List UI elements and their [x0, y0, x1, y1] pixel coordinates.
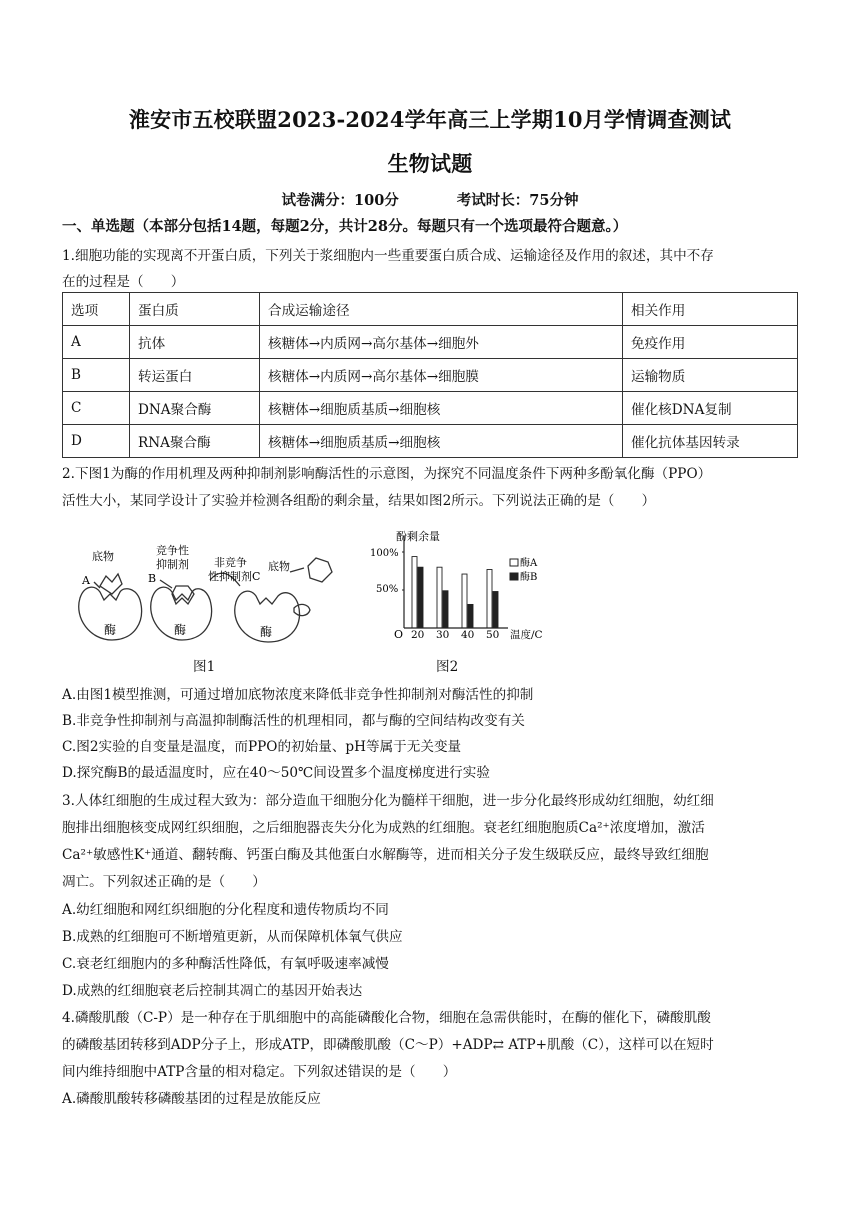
table-cell: 转运蛋白: [130, 359, 260, 392]
noncompetitive-label: 性抑制剂: [208, 570, 252, 583]
substrate-shape: [308, 558, 332, 582]
table-cell: 核糖体→细胞质基质→细胞核: [260, 425, 623, 458]
table-cell: D: [63, 425, 130, 458]
q1-stem-line1: 1.细胞功能的实现离不开蛋白质，下列关于浆细胞内一些重要蛋白质合成、运输途径及作用的叙述，其中不存: [62, 248, 714, 264]
q3-option-A: A.幼红细胞和网红织细胞的分化程度和遗传物质均不同: [62, 902, 389, 918]
substrate-label: 底物: [268, 560, 290, 573]
q3-stem-line3: Ca²⁺敏感性K⁺通道、翻转酶、钙蛋白酶及其他蛋白水解酶等，进而相关分子发生级联反应，最终导致红细胞: [62, 847, 709, 863]
table-header-cell: 相关作用: [623, 293, 798, 326]
q4-option-A: A.磷酸肌酸转移磷酸基团的过程是放能反应: [62, 1091, 321, 1107]
q2-stem-line2: 活性大小，某同学设计了实验并检测各组酚的剩余量，结果如图2所示。下列说法正确的是（ ）: [62, 493, 656, 509]
bar-酶B-50: [493, 592, 498, 628]
q4-stem-line2: 的磷酸基团转移到ADP分子上，形成ATP，即磷酸肌酸（C～P）+ADP⇄ ATP+肌酸（C），这样可以在短时: [62, 1037, 714, 1053]
q3-option-C: C.衰老红细胞内的多种酶活性降低，有氧呼吸速率减慢: [62, 956, 389, 972]
table-cell: RNA聚合酶: [130, 425, 260, 458]
q2-stem-line1: 2.下图1为酶的作用机理及两种抑制剂影响酶活性的示意图，为探究不同温度条件下两种多酚氧化酶（PPO）: [62, 466, 712, 482]
exam-meta: [0, 189, 860, 210]
bar-酶A-30: [437, 567, 442, 628]
table-cell: 催化核DNA复制: [623, 392, 798, 425]
label-B: B: [148, 572, 157, 585]
page-title: 淮安市五校联盟2023-2024学年高三上学期10月学情调查测试: [128, 107, 732, 132]
table-row: [63, 326, 798, 359]
bar-酶A-50: [487, 569, 492, 628]
q3-stem-line2: 胞排出细胞核变成网红织细胞，之后细胞器丧失分化为成熟的红细胞。衰老红细胞胞质Ca²⁺浓度增加，激活: [62, 820, 705, 836]
x-tick-label: 40: [461, 629, 475, 641]
table-cell: 核糖体→内质网→高尔基体→细胞膜: [260, 359, 623, 392]
noncompetitive-label: 非竞争: [214, 556, 247, 569]
table-cell: 核糖体→细胞质基质→细胞核: [260, 392, 623, 425]
full-score: 试卷满分：100分: [281, 192, 399, 209]
substrate-label: 底物: [92, 550, 114, 563]
enzyme-label: 酶: [104, 623, 117, 637]
legend-swatch: [510, 559, 518, 566]
table-row: [63, 425, 798, 458]
q2-option-A: A.由图1模型推测，可通过增加底物浓度来降低非竞争性抑制剂对酶活性的抑制: [62, 687, 534, 703]
q3-stem-line1: 3.人体红细胞的生成过程大致为：部分造血干细胞分化为髓样干细胞，进一步分化最终形成幼红细胞，幼红细: [62, 793, 714, 809]
bar-酶A-20: [412, 557, 417, 628]
legend-label: 酶A: [520, 558, 538, 569]
bar-酶B-40: [468, 604, 473, 628]
x-tick-label: 50: [486, 629, 500, 641]
figure-2-caption: 图2: [436, 659, 459, 675]
table-header-row: [63, 293, 798, 326]
substrate-shape: [100, 574, 122, 594]
figure-1-diagram: [72, 538, 342, 648]
origin-label: O: [394, 628, 404, 641]
page-subtitle: 生物试题: [387, 151, 473, 176]
table-header-cell: 选项: [63, 293, 130, 326]
figure-2-chart: [368, 528, 568, 642]
duration: 考试时长：75分钟: [456, 192, 579, 209]
arrow: [290, 568, 304, 572]
table-cell: 免疫作用: [623, 326, 798, 359]
table-cell: 催化抗体基因转录: [623, 425, 798, 458]
q3-option-D: D.成熟的红细胞衰老后控制其凋亡的基因开始表达: [62, 983, 363, 999]
bar-酶B-30: [443, 591, 448, 628]
table-row: [63, 392, 798, 425]
table-cell: DNA聚合酶: [130, 392, 260, 425]
noncompetitive-inhibitor-shape: [294, 604, 310, 615]
competitive-label: 竞争性: [156, 544, 189, 557]
q2-option-C: C.图2实验的自变量是温度，而PPO的初始量、pH等属于无关变量: [62, 739, 462, 755]
q3-stem-line4: 凋亡。下列叙述正确的是（ ）: [62, 874, 266, 890]
q4-stem-line1: 4.磷酸肌酸（C-P）是一种存在于肌细胞中的高能磷酸化合物，细胞在急需供能时，在酶的催化下，磷酸肌酸: [62, 1010, 711, 1026]
q3-option-B: B.成熟的红细胞可不断增殖更新，从而保障机体氧气供应: [62, 929, 403, 945]
legend-label: 酶B: [520, 572, 538, 583]
q1-stem-line2: 在的过程是（ ）: [62, 274, 185, 290]
x-axis-label: 温度/C: [510, 629, 543, 641]
x-tick-label: 20: [411, 629, 425, 641]
enzyme-label: 酶: [174, 623, 187, 637]
section-heading: 一、单选题（本部分包括14题，每题2分，共计28分。每题只有一个选项最符合题意。）: [62, 218, 628, 235]
label-A: A: [82, 574, 90, 587]
table-cell: 核糖体→内质网→高尔基体→细胞外: [260, 326, 623, 359]
bar-酶A-40: [462, 574, 467, 628]
competitive-label: 抑制剂: [156, 558, 189, 571]
legend-swatch: [510, 573, 518, 580]
table-header-cell: 合成运输途径: [260, 293, 623, 326]
y-tick-label: 100%: [370, 548, 399, 559]
table-cell: C: [63, 392, 130, 425]
table-row: [63, 359, 798, 392]
q1-table: [62, 292, 798, 458]
table-header-cell: 蛋白质: [130, 293, 260, 326]
q2-option-B: B.非竞争性抑制剂与高温抑制酶活性的机理相同，都与酶的空间结构改变有关: [62, 713, 525, 729]
table-cell: B: [63, 359, 130, 392]
table-cell: 抗体: [130, 326, 260, 359]
q4-stem-line3: 间内维持细胞中ATP含量的相对稳定。下列叙述错误的是（ ）: [62, 1064, 457, 1080]
label-C: C: [252, 570, 261, 583]
figure-1-caption: 图1: [193, 659, 216, 675]
table-cell: 运输物质: [623, 359, 798, 392]
y-axis-label: 酚剩余量: [396, 530, 440, 543]
enzyme-label: 酶: [260, 625, 273, 639]
bar-酶B-20: [418, 567, 423, 628]
y-tick-label: 50%: [376, 584, 399, 595]
x-tick-label: 30: [436, 629, 450, 641]
q2-option-D: D.探究酶B的最适温度时，应在40～50℃间设置多个温度梯度进行实验: [62, 765, 490, 781]
table-cell: A: [63, 326, 130, 359]
